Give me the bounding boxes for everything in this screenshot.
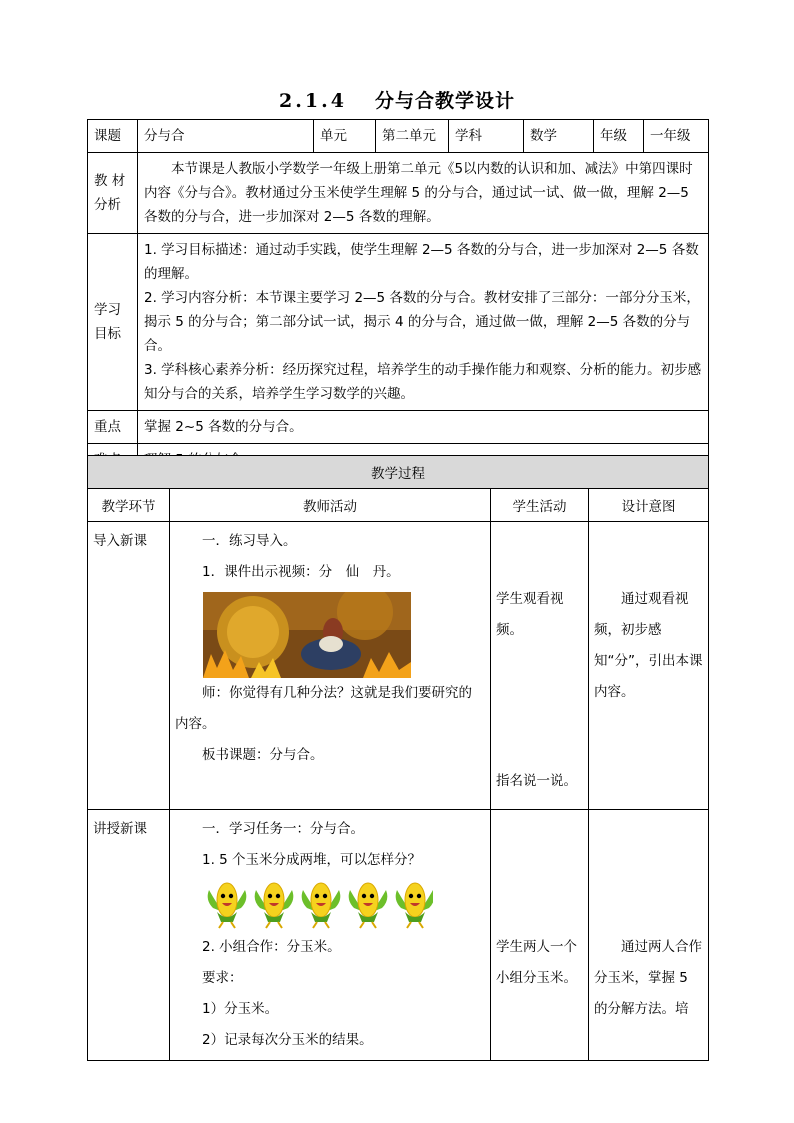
video-still-illustration [203, 592, 411, 678]
mubiao-label: 学习 目标 [88, 234, 138, 411]
new-step-4: 要求： [202, 970, 243, 986]
student-new-1: 学生两人一个小组分玉米。 [496, 939, 577, 986]
intent-new-text: 通过两人合作分玉米，掌握 5 的分解方法。培 [594, 939, 702, 1017]
stage-new: 讲授新课 [88, 810, 170, 1061]
xueke-label: 学科 [449, 120, 524, 153]
intro-step-4: 板书课题：分与合。 [202, 747, 324, 763]
col-intent: 设计意图 [589, 489, 709, 522]
intent-intro [589, 522, 709, 810]
new-step-6: 2）记录每次分玉米的结果。 [202, 1032, 373, 1048]
col-student: 学生活动 [491, 489, 589, 522]
new-step-2: 1. 5 个玉米分成两堆，可以怎样分？ [202, 852, 422, 868]
corn-row [175, 876, 485, 932]
keti-value: 分与合 [138, 120, 314, 153]
teacher-activity-new [170, 810, 491, 1061]
jiaocai-label: 教 材 分析 [88, 153, 138, 234]
new-step-1: 一．学习任务一：分与合。 [202, 821, 364, 837]
mubiao-item-1: 1. 学习目标描述：通过动手实践，使学生理解 2—5 各数的分与合，进一步加深对 2—5 各数的理解。 [144, 242, 699, 282]
stage-intro: 导入新课 [88, 522, 170, 810]
danyuan-label: 单元 [314, 120, 376, 153]
jiaocai-text: 本节课是人教版小学数学一年级上册第二单元《5以内数的认识和加、减法》中第四课时内容《分与合》。教材通过分玉米使学生理解 5 的分与合，通过试一试、做一做，理解 2—5 各数的分与合，进一步加深对 2—5 各数的理解。 [138, 153, 709, 234]
col-teacher: 教师活动 [170, 489, 491, 522]
new-step-3: 2. 小组合作：分玉米。 [202, 939, 341, 955]
video-frame-image [175, 588, 485, 678]
document-title [0, 86, 794, 113]
teacher-activity-intro [170, 522, 491, 810]
xueke-value: 数学 [524, 120, 594, 153]
mubiao-item-3: 3. 学科核心素养分析：经历探究过程，培养学生的动手操作能力和观察、分析的能力。初步感知分与合的关系，培养学生学习数学的兴趣。 [144, 362, 702, 402]
student-activity-intro [491, 522, 589, 810]
keti-label: 课题 [88, 120, 138, 153]
col-stage: 教学环节 [88, 489, 170, 522]
mubiao-item-2: 2. 学习内容分析：本节课主要学习 2—5 各数的分与合。教材安排了三部分：一部分分玉米，揭示 5 的分与合；第二部分试一试，揭示 4 的分与合，通过做一做，理解 2—5 各数的分与合。 [144, 290, 700, 354]
teaching-process-table [87, 455, 709, 1061]
process-header: 教学过程 [88, 456, 709, 489]
nianji-value: 一年级 [644, 120, 709, 153]
intent-new [589, 810, 709, 1061]
corn-illustration [203, 878, 433, 930]
intro-step-3: 师：你觉得有几种分法？这就是我们要研究的内容。 [175, 685, 472, 732]
intro-step-1: 一．练习导入。 [202, 533, 297, 549]
intro-step-2: 1．课件出示视频：分 仙 丹。 [202, 564, 400, 580]
zhongdian-label: 重点 [88, 411, 138, 444]
danyuan-value: 第二单元 [376, 120, 449, 153]
corn-icon [208, 883, 247, 928]
intent-intro-text: 通过观看视频，初步感知“分”，引出本课内容。 [594, 591, 703, 700]
title-number: 2.1.4 [279, 90, 347, 112]
lesson-info-table [87, 119, 709, 477]
zhongdian-text: 掌握 2~5 各数的分与合。 [138, 411, 709, 444]
student-intro-2: 指名说一说。 [496, 773, 577, 789]
mubiao-cell [138, 234, 709, 411]
title-text: 分与合教学设计 [374, 90, 515, 112]
new-step-5: 1）分玉米。 [202, 1001, 279, 1017]
student-activity-new [491, 810, 589, 1061]
student-intro-1: 学生观看视频。 [496, 591, 564, 638]
nianji-label: 年级 [594, 120, 644, 153]
